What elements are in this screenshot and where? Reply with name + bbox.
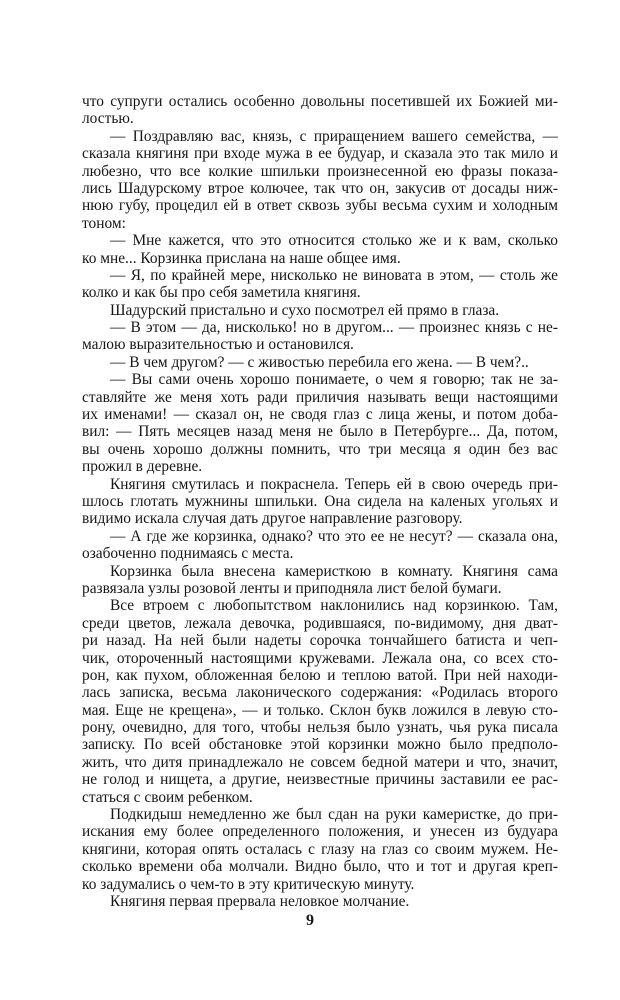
text-line: Все втроем с любопытством наклонились над корзинкою. Там, — [110, 597, 558, 615]
text-line: вы очень хорошо должны помнить, что три месяца я один без вас — [82, 440, 558, 458]
text-line: малою выразительностью и остановился. — [82, 336, 354, 354]
page-number: 9 — [306, 912, 314, 929]
text-line: колко и как бы про себя заметила княгиня. — [82, 284, 361, 302]
text-line: ко задумались о чем-то в эту критическую минуту. — [82, 875, 415, 893]
text-line: ставляйте же меня хоть ради приличия называть вещи настоящими — [82, 388, 558, 406]
text-line: прожил в деревне. — [82, 458, 203, 476]
text-line: статься с своим ребенком. — [82, 788, 253, 806]
text-line: лостью. — [82, 110, 134, 128]
text-line: искания ему более определенного положения, и унесен из будуара — [82, 823, 558, 841]
book-page-text — [82, 93, 558, 910]
text-line: Княгиня первая прервала неловкое молчание. — [110, 892, 410, 910]
text-line: их именами! — сказал он, не сводя глаз с лица жены, и потом доба- — [82, 406, 558, 424]
text-line: — Мне кажется, что это относится столько же и к вам, сколько — [110, 232, 558, 250]
text-line: ри назад. На ней были надеты сорочка тончайшего батиста и чеп- — [82, 632, 558, 650]
text-line: рону, очевидно, для того, чтобы нельзя было узнать, чья рука писала — [82, 719, 558, 737]
text-line: Шадурский пристально и сухо посмотрел ей прямо в глаза. — [110, 301, 500, 319]
text-line: тоном: — [82, 214, 126, 232]
text-line: лись Шадурскому втрое колючее, так что он, закусив от досады ниж- — [82, 179, 558, 197]
text-line: сколько времени оба молчали. Видно было, что и тот и другая креп- — [82, 858, 558, 876]
text-line: любезно, что все колкие шпильки произнесенной ею фразы показа- — [82, 162, 558, 180]
text-line: — Я, по крайней мере, нисколько не виновата в этом, — столь же — [110, 266, 558, 284]
text-line: — В чем другом? — с живостью перебила его жена. — В чем?.. — [110, 353, 529, 371]
text-line: озабоченно поднимаясь с места. — [82, 545, 294, 563]
text-line: — Поздравляю вас, князь, с приращением вашего семейства, — — [110, 127, 558, 145]
text-line: рон, как пухом, обложенная белою и теплою ватой. При ней находи- — [82, 666, 558, 684]
text-line: — А где же корзинка, однако? что это ее не несут? — сказала она, — [110, 527, 558, 545]
text-line: развязала узлы розовой ленты и приподняла лист белой бумаги. — [82, 579, 502, 597]
text-line: видимо искала случая дать другое направление разговору. — [82, 510, 463, 528]
text-line: жить, что дитя принадлежало не совсем бедной матери и что, значит, — [82, 753, 558, 771]
text-line: сказала княгиня при входе мужа в ее будуар, и сказала это так мило и — [82, 145, 558, 163]
text-line: — В этом — да, нисколько! но в другом... — произнес князь с не- — [110, 319, 558, 337]
text-line: не голод и нищета, а другие, неизвестные причины заставили ее рас- — [82, 771, 558, 789]
text-line: записку. По всей обстановке этой корзинки можно было предполо- — [82, 736, 558, 754]
text-line: среди цветов, лежала девочка, родившаяся, по-видимому, дня дват- — [82, 614, 558, 632]
text-line: нюю губу, процедил ей в ответ сквозь зубы весьма сухим и холодным — [82, 197, 558, 215]
text-line: Корзинка была внесена камеристкою в комнату. Княгиня сама — [110, 562, 558, 580]
text-line: — Вы сами очень хорошо понимаете, о чем я говорю; так не за- — [110, 371, 558, 389]
text-line: чик, отороченный настоящими кружевами. Лежала она, со всех сто- — [82, 649, 558, 667]
text-line: вил: — Пять месяцев назад меня не было в Петербурге... Да, потом, — [82, 423, 558, 441]
text-line: Подкидыш немедленно же был сдан на руки камеристке, до при- — [110, 806, 558, 824]
text-line: мая. Еще не крещена», — и только. Склон букв ложился в левую сто- — [82, 701, 558, 719]
text-line: ко мне... Корзинка прислана на наше общее имя. — [82, 249, 401, 267]
text-line: что супруги остались особенно довольны посетившей их Божией ми- — [82, 93, 558, 110]
text-line: лась записка, весьма лаконического содержания: «Родилась второго — [82, 684, 558, 702]
text-line: княгини, которая опять осталась с глазу на глаз со своим мужем. Не- — [82, 840, 558, 858]
text-line: Княгиня смутилась и покраснела. Теперь ей в свою очередь при- — [110, 475, 558, 493]
text-line: шлось глотать мужнины шпильки. Она сидела на каленых угольях и — [82, 492, 558, 510]
